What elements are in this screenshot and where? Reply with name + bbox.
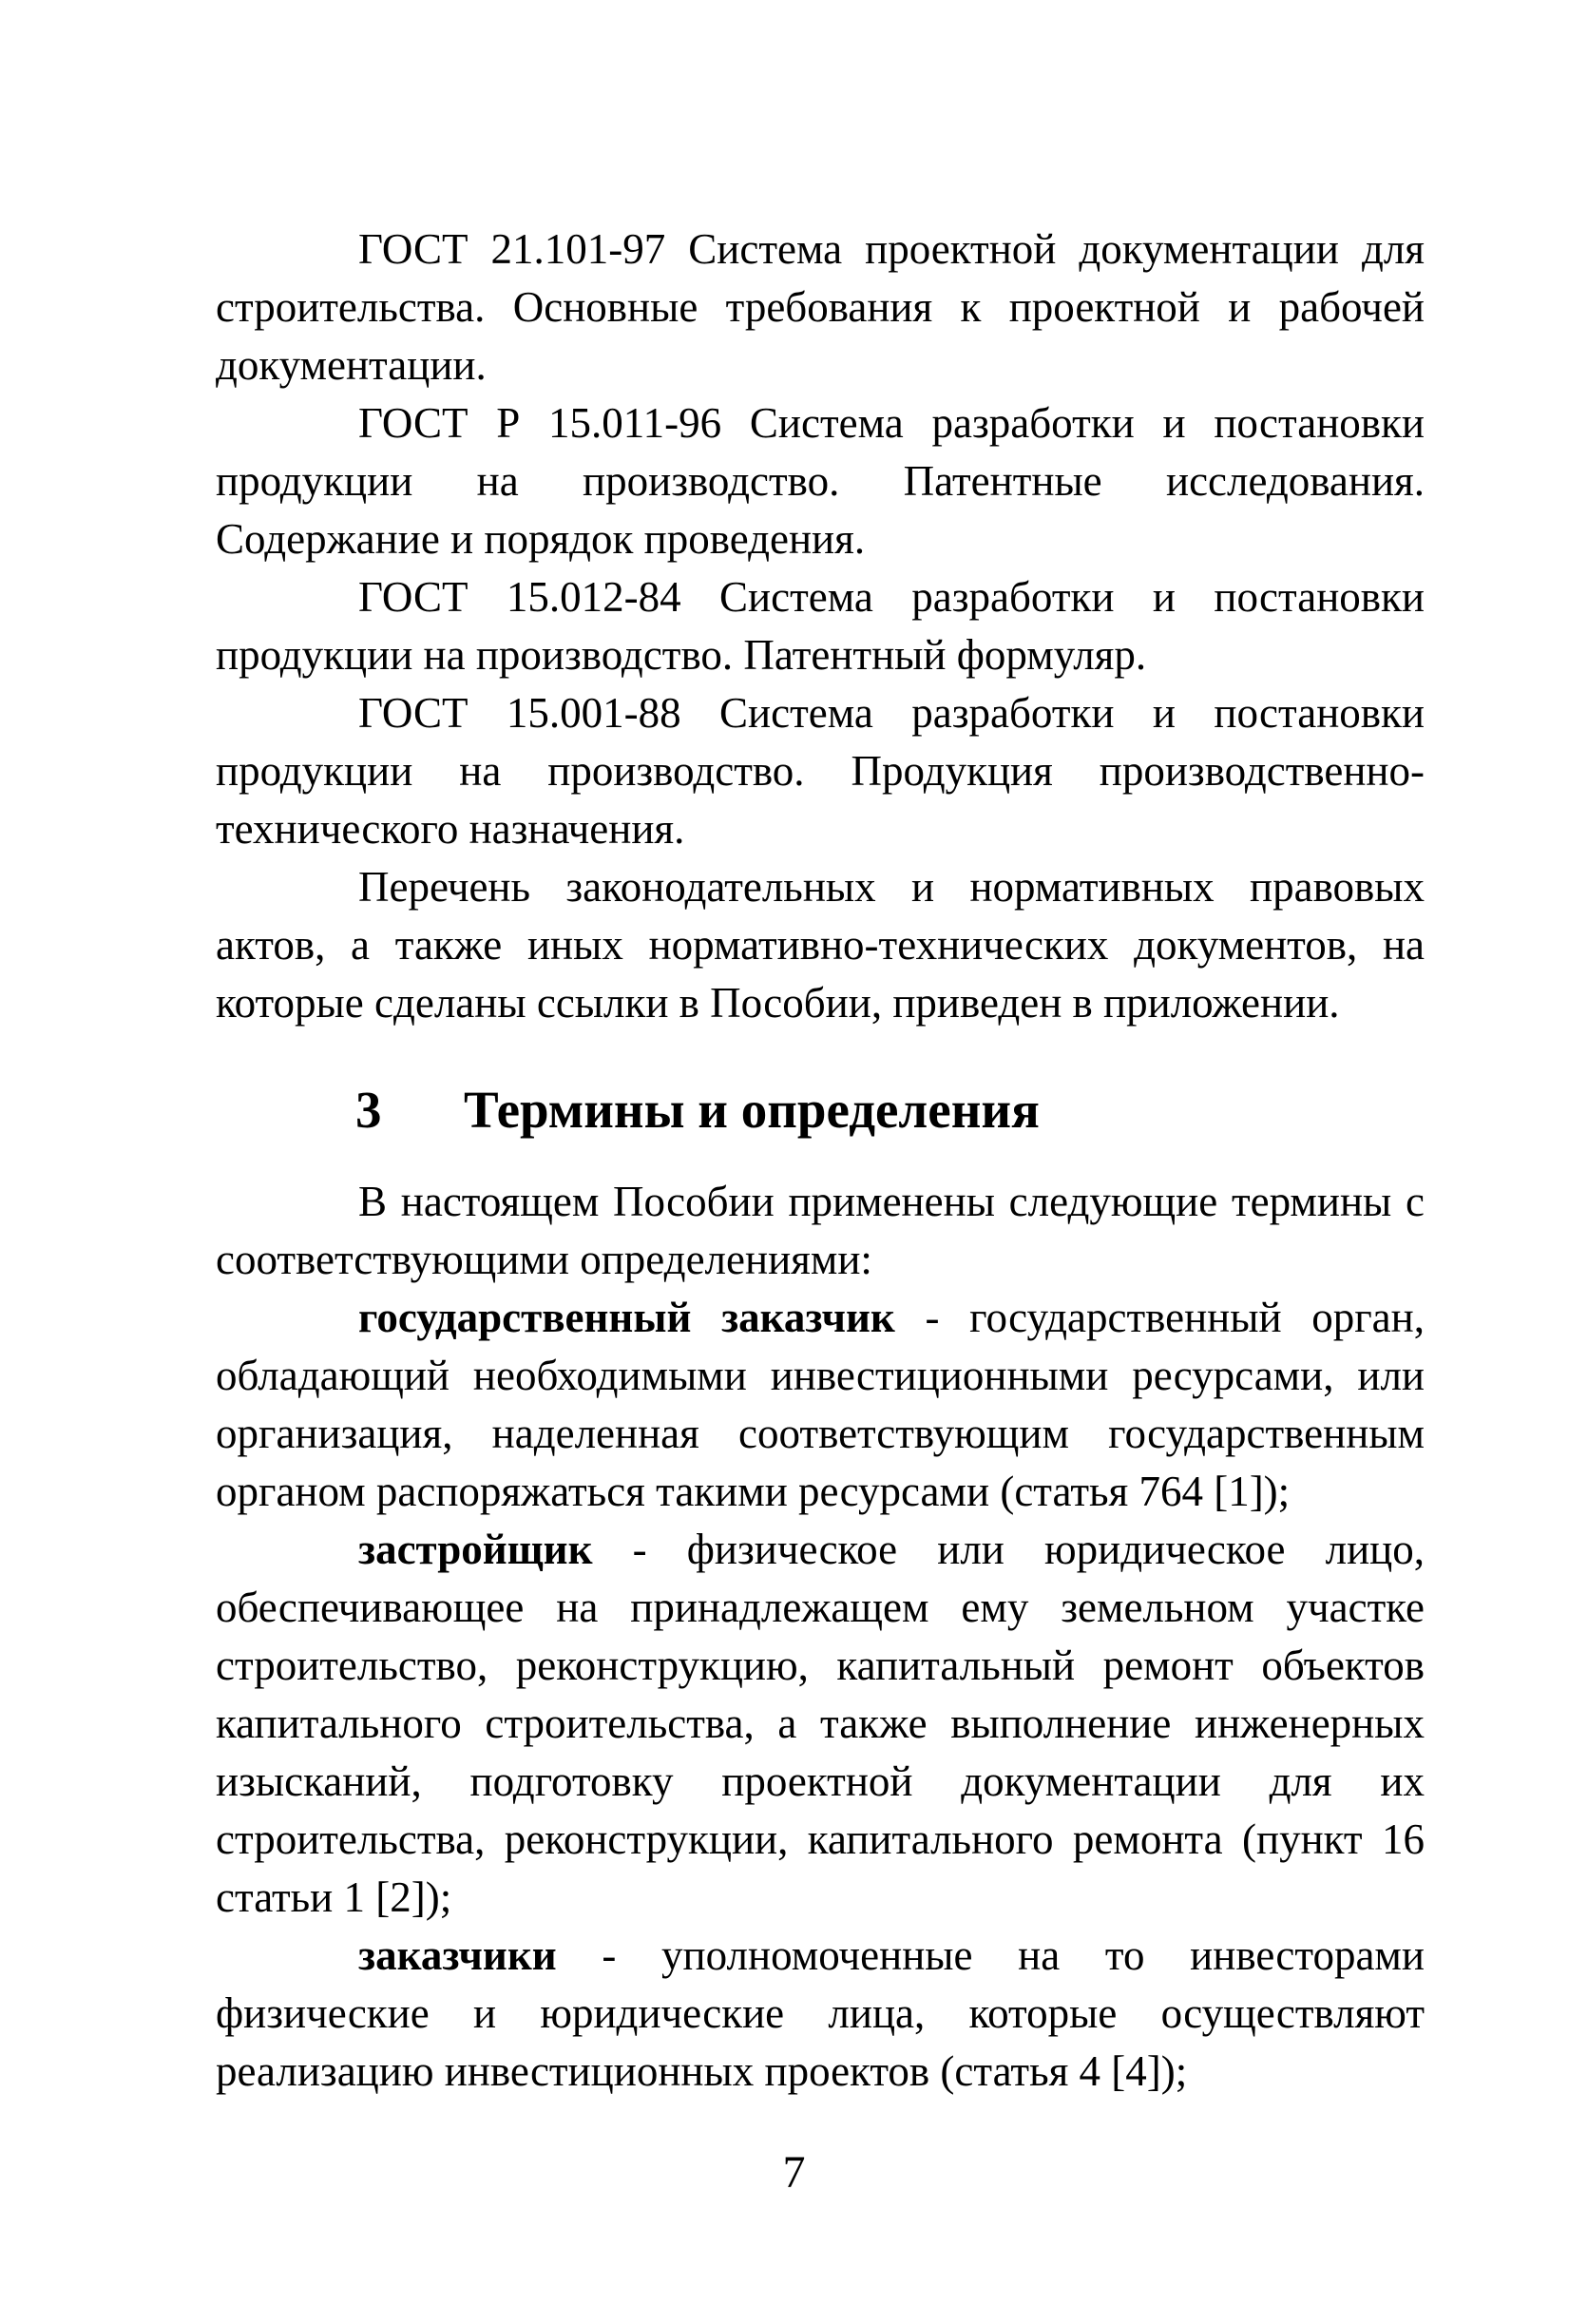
reference-gost-15-001: ГОСТ 15.001-88 Система разработки и постановки продукции на производство. Продукция производственно-технического назначения.	[216, 689, 1425, 853]
definition-term: государственный заказчик	[358, 1294, 895, 1341]
definition-term: заказчики	[358, 1931, 557, 1979]
section-title: Термины и определения	[464, 1081, 1040, 1139]
definition-text: уполномоченные на то инвесторами физические и юридические лица, которые осуществляют реализацию инвестиционных проектов (статья 4 [4]);	[216, 1931, 1425, 2095]
reference-gost-21-101: ГОСТ 21.101-97 Система проектной документации для строительства. Основные требования к проектной и рабочей документации.	[216, 225, 1425, 389]
reference-gost-r-15-011: ГОСТ Р 15.011-96 Система разработки и постановки продукции на производство. Патентные исследования. Содержание и порядок проведения.	[216, 399, 1425, 563]
definition-text: государственный орган, обладающий необходимыми инвестиционными ресурсами, или организация, наделенная соответствующим государственным органом распоряжаться такими ресурсами (статья 764 [1]);	[216, 1294, 1425, 1515]
references-list-note: Перечень законодательных и нормативных правовых актов, а также иных нормативно-технических документов, на которые сделаны ссылки в Пособии, приведен в приложении.	[216, 863, 1425, 1027]
definition-term: застройщик	[358, 1526, 593, 1573]
definition-state-customer	[216, 1289, 1425, 1521]
definition-separator: -	[556, 1931, 662, 1979]
section-intro: В настоящем Пособии применены следующие термины с соответствующими определениями:	[216, 1178, 1425, 1283]
definition-separator: -	[894, 1294, 970, 1341]
section-heading: 3 Термины и определения	[216, 1079, 1425, 1142]
definition-text: физическое или юридическое лицо, обеспечивающее на принадлежащем ему земельном участке строительство, реконструкцию, капитальный ремонт объектов капитального строительства, а также выполнение инженерных изысканий, подготовку проектной документации для их строительства, реконструкции, капитального ремонта (пункт 16 статьи 1 [2]);	[216, 1526, 1425, 1921]
definition-developer	[216, 1521, 1425, 1927]
page-number: 7	[782, 2147, 806, 2198]
definition-customers	[216, 1927, 1425, 2101]
page-body	[216, 221, 1425, 2101]
definition-separator: -	[592, 1526, 687, 1573]
reference-gost-15-012: ГОСТ 15.012-84 Система разработки и постановки продукции на производство. Патентный формуляр.	[216, 573, 1425, 679]
